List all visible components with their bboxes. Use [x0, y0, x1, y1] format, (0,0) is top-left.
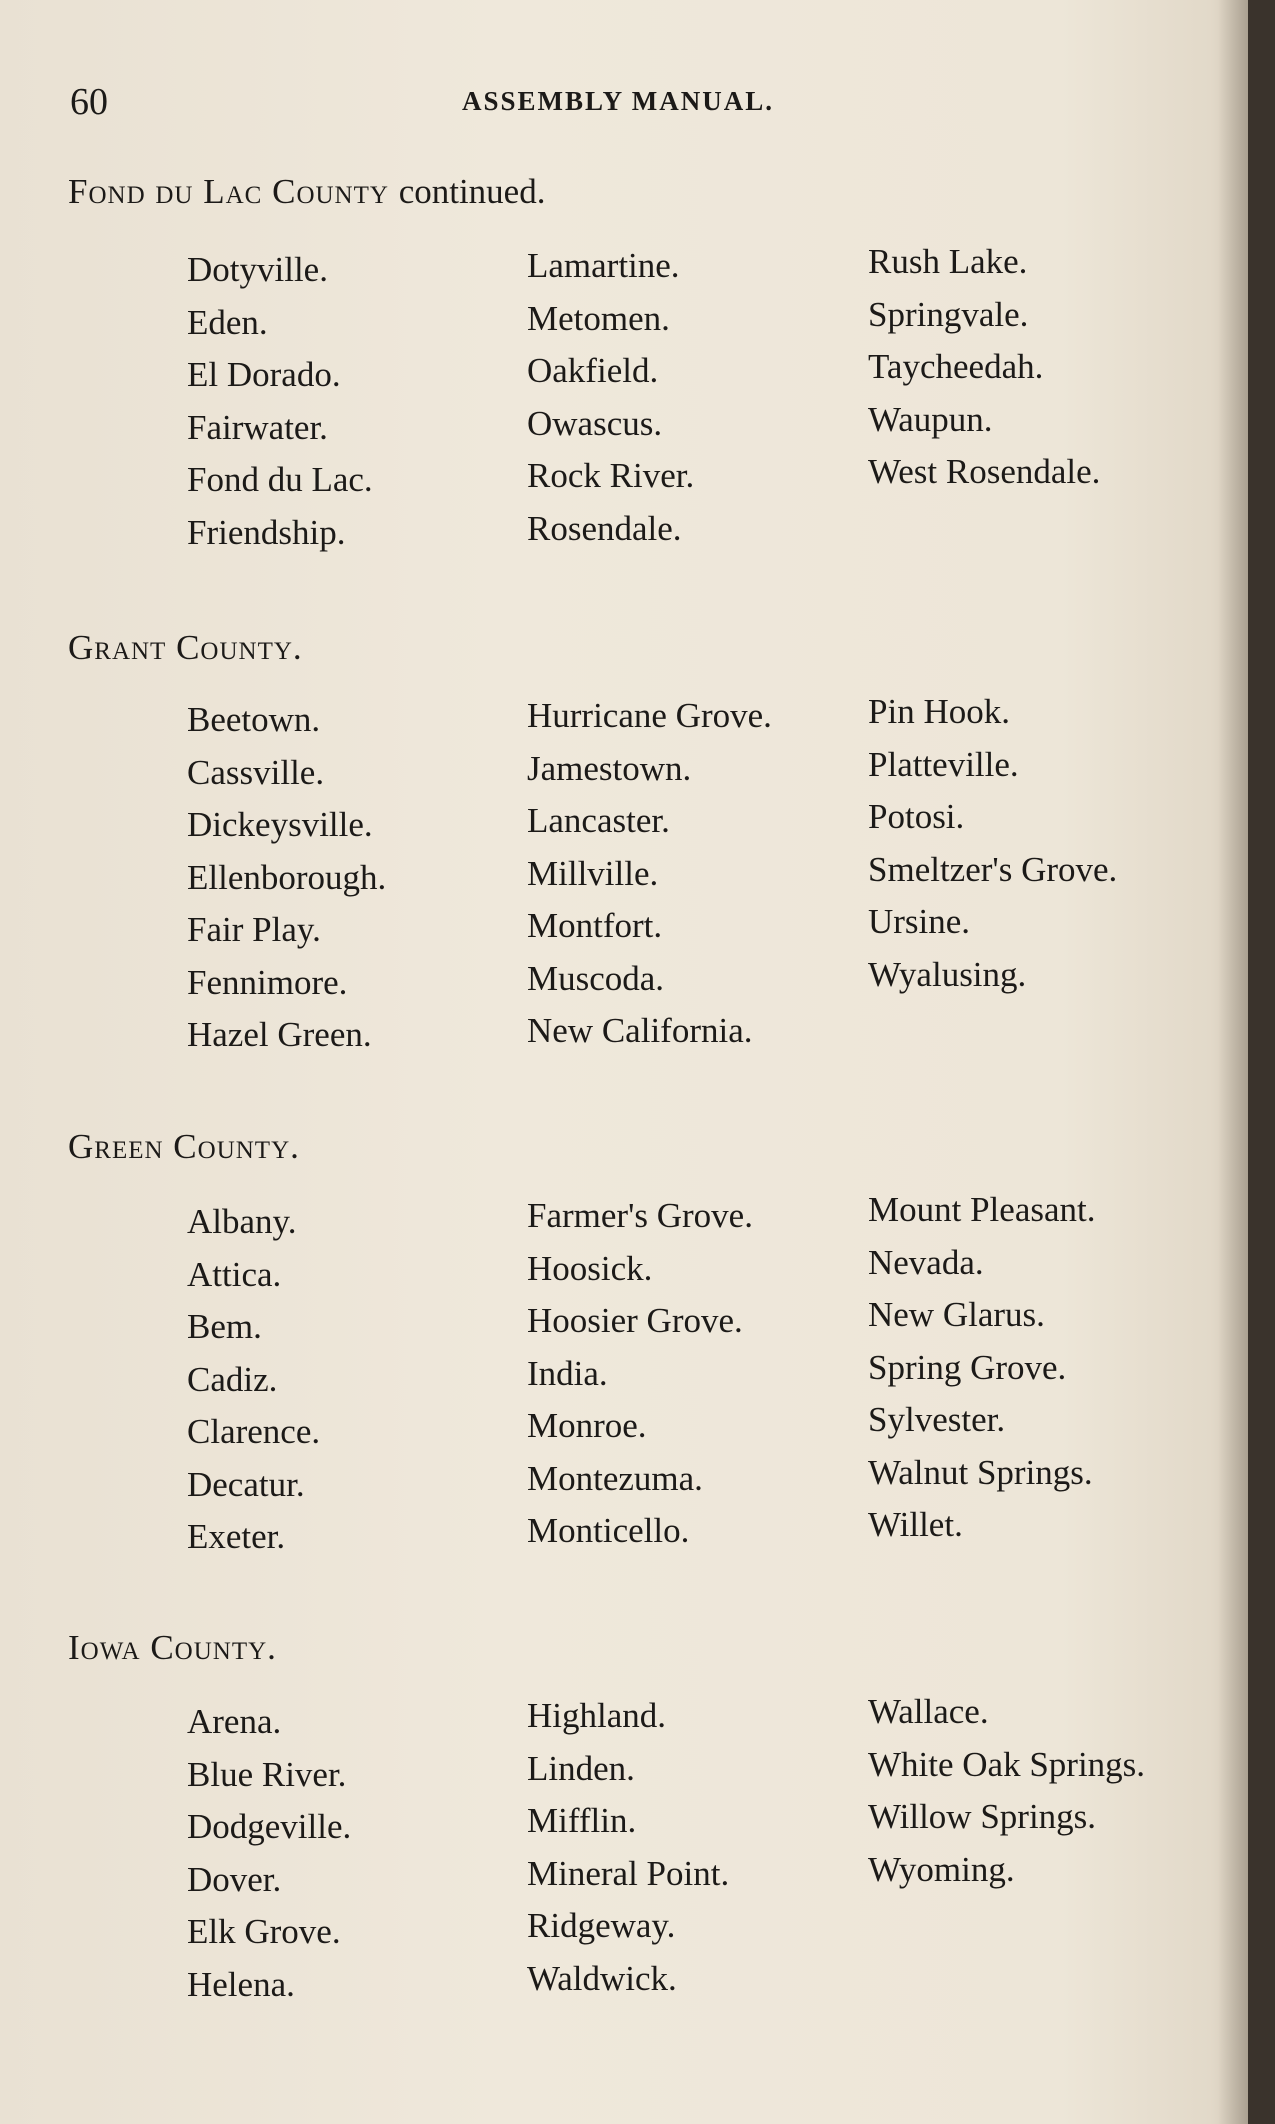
town-name: Fair Play. — [187, 910, 321, 949]
town-name: Owascus. — [527, 403, 663, 443]
section-heading-grant — [68, 628, 303, 668]
town-name: Fond du Lac. — [187, 460, 373, 499]
town-name: Metomen. — [527, 298, 670, 338]
town-name: Willet. — [868, 1505, 963, 1544]
town-name: Oakfield. — [527, 351, 659, 390]
town-name: Dover. — [187, 1859, 282, 1899]
town-name: Waupun. — [868, 399, 993, 439]
town-name: Pin Hook. — [868, 692, 1010, 731]
town-name: Beetown. — [187, 700, 321, 739]
section-heading-green — [68, 1127, 300, 1167]
town-name: El Dorado. — [187, 355, 341, 394]
town-name: Cadiz. — [187, 1359, 278, 1399]
town-name: Spring Grove. — [868, 1347, 1067, 1387]
town-name: Cassville. — [187, 752, 325, 792]
town-name: Lancaster. — [527, 801, 670, 840]
town-name: Hurricane Grove. — [527, 696, 772, 735]
section-title: Iowa County. — [68, 1628, 277, 1667]
town-name: Rosendale. — [527, 508, 682, 548]
town-name: Albany. — [187, 1202, 297, 1241]
town-name: Mifflin. — [527, 1801, 637, 1840]
town-list-column-2 — [527, 240, 694, 555]
town-name: Linden. — [527, 1748, 635, 1788]
town-name: Muscoda. — [527, 958, 665, 998]
town-name: White Oak Springs. — [868, 1744, 1146, 1784]
section-title: Grant County. — [68, 628, 303, 667]
town-name: Eden. — [187, 302, 268, 342]
town-name: Blue River. — [187, 1754, 347, 1794]
town-list-column-3 — [868, 236, 1100, 499]
town-list-column-3 — [868, 686, 1117, 1001]
town-name: Decatur. — [187, 1464, 305, 1504]
town-name: Ursine. — [868, 902, 971, 941]
page-edge-shadow — [1218, 0, 1248, 2124]
town-name: Friendship. — [187, 512, 346, 552]
town-name: India. — [527, 1353, 608, 1393]
town-name: Hazel Green. — [187, 1015, 372, 1054]
town-name: Rush Lake. — [868, 242, 1028, 281]
page-header — [70, 80, 1190, 123]
town-name: Attica. — [187, 1254, 282, 1294]
section-title: Green County. — [68, 1127, 300, 1166]
town-name: Fennimore. — [187, 962, 348, 1002]
town-name: Elk Grove. — [187, 1912, 341, 1951]
town-name: Potosi. — [868, 797, 965, 836]
town-name: Millville. — [527, 853, 659, 893]
town-name: Highland. — [527, 1696, 667, 1735]
town-name: Fairwater. — [187, 407, 328, 447]
town-name: Exeter. — [187, 1517, 286, 1556]
town-name: Sylvester. — [868, 1400, 1006, 1439]
town-name: Platteville. — [868, 744, 1019, 784]
town-name: Helena. — [187, 1964, 295, 2004]
town-name: Monroe. — [527, 1406, 647, 1445]
town-list-column-1 — [187, 1196, 320, 1564]
town-name: Wyalusing. — [868, 954, 1027, 994]
town-name: Ellenborough. — [187, 857, 387, 897]
town-name: Farmer's Grove. — [527, 1196, 753, 1235]
town-name: Willow Springs. — [868, 1797, 1097, 1836]
town-name: Bem. — [187, 1307, 262, 1346]
town-name: West Rosendale. — [868, 452, 1101, 491]
town-list-column-2 — [527, 1190, 753, 1558]
town-name: Ridgeway. — [527, 1906, 676, 1945]
town-name: Nevada. — [868, 1242, 984, 1282]
town-name: Hoosick. — [527, 1248, 653, 1288]
town-name: New Glarus. — [868, 1295, 1045, 1334]
town-name: Dodgeville. — [187, 1807, 352, 1846]
town-list-column-2 — [527, 690, 772, 1058]
town-name: Mount Pleasant. — [868, 1190, 1096, 1229]
page-number: 60 — [70, 81, 108, 123]
town-list-column-2 — [527, 1690, 729, 2005]
town-name: Taycheedah. — [868, 347, 1044, 386]
town-name: Montezuma. — [527, 1458, 703, 1498]
section-continued-note: continued. — [398, 172, 546, 211]
town-name: Springvale. — [868, 294, 1029, 334]
town-name: Hoosier Grove. — [527, 1301, 743, 1340]
town-list-column-1 — [187, 244, 373, 559]
section-title: Fond du Lac County — [68, 172, 389, 211]
running-title: ASSEMBLY MANUAL. — [462, 86, 775, 116]
town-list-column-1 — [187, 1696, 351, 2011]
town-name: Monticello. — [527, 1511, 690, 1550]
town-name: Rock River. — [527, 456, 695, 495]
town-name: Lamartine. — [527, 246, 680, 285]
town-list-column-1 — [187, 694, 386, 1062]
town-name: Waldwick. — [527, 1958, 677, 1998]
town-list-column-3 — [868, 1686, 1145, 1896]
town-name: Wallace. — [868, 1692, 989, 1731]
town-name: Arena. — [187, 1702, 282, 1741]
town-name: Dickeysville. — [187, 805, 373, 844]
town-name: Walnut Springs. — [868, 1452, 1093, 1492]
town-list-column-3 — [868, 1184, 1095, 1552]
town-name: Smeltzer's Grove. — [868, 849, 1118, 889]
section-heading-iowa — [68, 1628, 277, 1668]
town-name: New California. — [527, 1011, 753, 1050]
town-name: Clarence. — [187, 1412, 321, 1451]
town-name: Wyoming. — [868, 1849, 1015, 1889]
town-name: Dotyville. — [187, 250, 328, 289]
town-name: Jamestown. — [527, 748, 692, 788]
town-name: Mineral Point. — [527, 1853, 730, 1893]
section-heading-fond-du-lac — [68, 172, 545, 212]
town-name: Montfort. — [527, 906, 663, 945]
